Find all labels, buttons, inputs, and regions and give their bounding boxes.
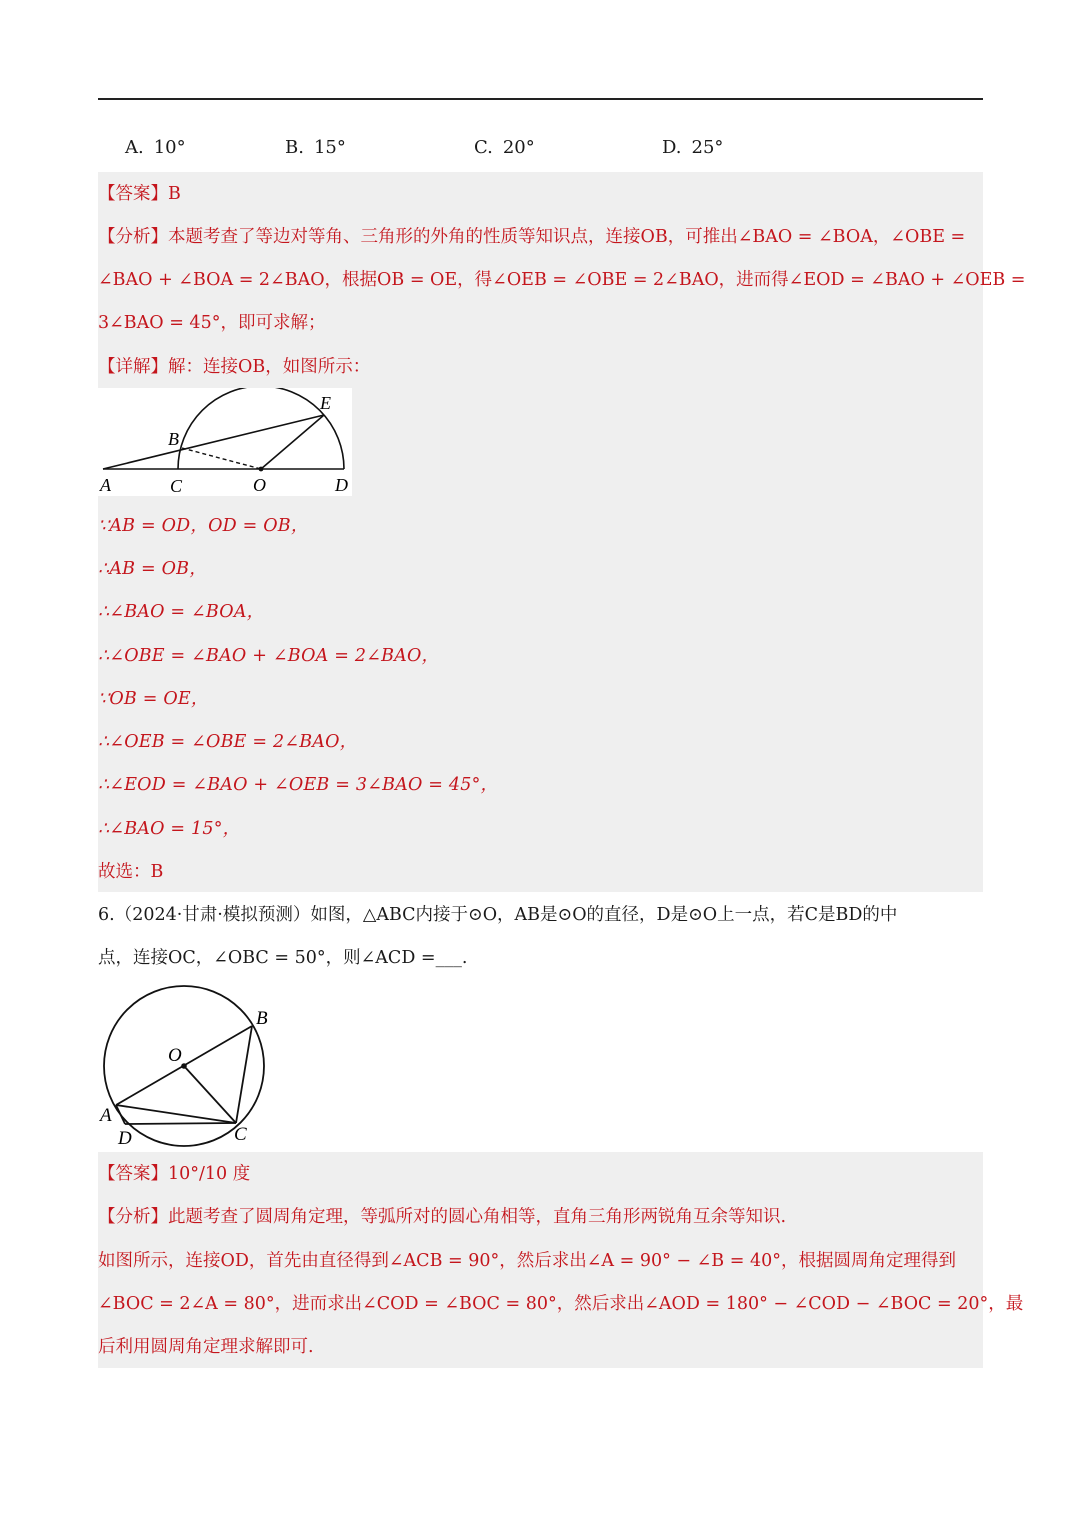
- q5-step-5: ∵OB = OE，: [98, 689, 209, 709]
- q5-step-1: ∵AB = OD，OD = OB，: [98, 516, 309, 536]
- q5-analysis-line-1: 【分析】本题考查了等边对等角、三角形的外角的性质等知识点，连接OB，可推出∠BAO = ∠BOA，∠OBE =: [98, 227, 966, 247]
- label-b: B: [256, 1008, 268, 1029]
- label-o: O: [168, 1045, 182, 1066]
- q6-analysis-line-1: 【分析】此题考查了圆周角定理，等弧所对的圆心角相等，直角三角形两锐角互余等知识.: [98, 1207, 787, 1227]
- chord-dc: [125, 1123, 236, 1124]
- label-c: C: [234, 1124, 247, 1145]
- q5-answer: 【答案】B: [98, 184, 181, 204]
- chord-ac: [116, 1105, 236, 1123]
- q6-analysis-line-2: 如图所示，连接OD，首先由直径得到∠ACB = 90°，然后求出∠A = 90° − ∠B = 40°，根据圆周角定理得到: [98, 1251, 956, 1271]
- point-o: [259, 467, 264, 472]
- option-c: C. 20°: [474, 137, 535, 158]
- label-b: B: [168, 429, 179, 449]
- label-e: E: [320, 393, 331, 413]
- q5-step-4: ∴∠OBE = ∠BAO + ∠BOA = 2∠BAO，: [98, 646, 440, 666]
- segment-oc: [184, 1066, 236, 1123]
- q6-figure: [98, 982, 278, 1148]
- point-o-center: [181, 1063, 187, 1069]
- q5-step-3: ∴∠BAO = ∠BOA，: [98, 602, 265, 622]
- chord-bc: [236, 1026, 252, 1123]
- label-o: O: [253, 475, 266, 495]
- q6-analysis-line-3: ∠BOC = 2∠A = 80°，进而求出∠COD = ∠BOC = 80°，然后求出∠AOD = 180° − ∠COD − ∠BOC = 20°，最: [98, 1294, 1024, 1314]
- option-a: A. 10°: [125, 137, 186, 158]
- q5-figure: [98, 388, 352, 496]
- q5-step-8: ∴∠BAO = 15°，: [98, 819, 241, 839]
- option-d: D. 25°: [662, 137, 724, 158]
- label-d: D: [118, 1128, 132, 1148]
- q5-analysis-line-3: 3∠BAO = 45°，即可求解；: [98, 313, 326, 333]
- q6-question-line-2: 点，连接OC，∠OBC = 50°，则∠ACD =___.: [98, 948, 468, 968]
- q5-step-6: ∴∠OEB = ∠OBE = 2∠BAO，: [98, 732, 358, 752]
- q5-analysis-line-2: ∠BAO + ∠BOA = 2∠BAO，根据OB = OE，得∠OEB = ∠OBE = 2∠BAO，进而得∠EOD = ∠BAO + ∠OEB =: [98, 270, 1026, 290]
- top-rule: [98, 98, 983, 100]
- answer-options: [125, 137, 983, 167]
- label-a: A: [100, 1105, 112, 1126]
- q5-detail: 【详解】解：连接OB，如图所示：: [98, 357, 371, 377]
- label-a: A: [100, 475, 111, 495]
- label-c: C: [170, 476, 183, 496]
- q6-analysis-line-4: 后利用圆周角定理求解即可.: [98, 1337, 314, 1357]
- q6-question-line-1: 6.（2024·甘肃·模拟预测）如图，△ABC内接于⊙O，AB是⊙O的直径，D是⊙O上一点，若C是BD的中: [98, 905, 898, 925]
- chord-ad: [116, 1105, 125, 1124]
- q6-answer: 【答案】10°/10 度: [98, 1164, 251, 1184]
- option-b: B. 15°: [285, 137, 346, 158]
- label-d: D: [335, 475, 348, 495]
- q5-step-7: ∴∠EOD = ∠BAO + ∠OEB = 3∠BAO = 45°，: [98, 775, 499, 795]
- q5-choice: 故选：B: [98, 862, 164, 882]
- q5-step-2: ∴AB = OB，: [98, 559, 207, 579]
